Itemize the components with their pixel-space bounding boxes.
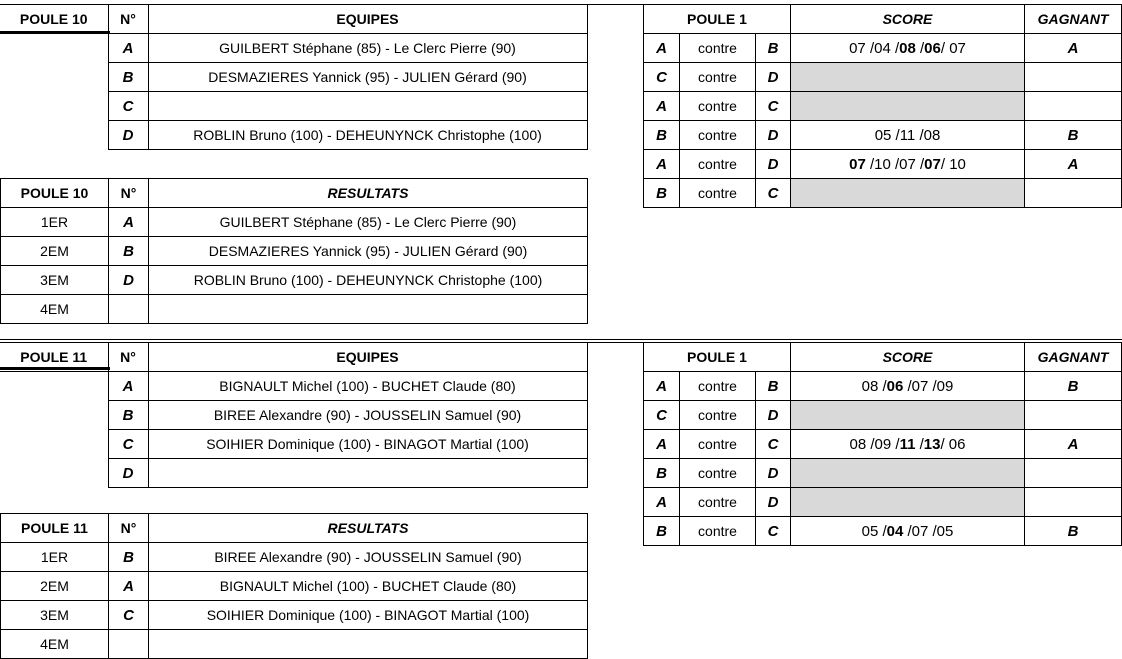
match-vs: contre	[680, 517, 756, 546]
match-row	[644, 459, 1122, 488]
pool-10-results-table	[0, 178, 588, 324]
pool-11-results-table	[0, 513, 588, 659]
score-part: 06	[924, 39, 941, 57]
score-part: /07 /05	[903, 522, 954, 540]
match-winner	[1025, 63, 1122, 92]
team-name	[148, 92, 587, 121]
match-team-b: D	[756, 488, 791, 517]
match-winner: B	[1025, 517, 1122, 546]
pool-label: POULE 10	[1, 179, 109, 208]
team-row	[0, 459, 587, 488]
match-team-a: B	[644, 121, 680, 150]
matches-header: POULE 1	[644, 343, 791, 372]
team-letter: A	[109, 572, 149, 601]
rank: 3EM	[1, 601, 109, 630]
pool-label: POULE 11	[1, 514, 109, 543]
team-letter: D	[108, 459, 148, 488]
match-vs: contre	[680, 34, 756, 63]
team-row	[0, 34, 587, 63]
pool-10-matches-table	[643, 4, 1122, 208]
match-team-a: B	[644, 179, 680, 208]
score-part: 11	[899, 435, 916, 453]
number-header: N°	[109, 514, 149, 543]
match-score	[791, 372, 1025, 401]
match-score	[791, 517, 1025, 546]
team-name	[149, 630, 588, 659]
match-row	[644, 179, 1122, 208]
match-team-a: A	[644, 488, 680, 517]
team-letter: A	[108, 372, 148, 401]
team-name: DESMAZIERES Yannick (95) - JULIEN Gérard (90)	[149, 237, 588, 266]
rank: 2EM	[1, 572, 109, 601]
score-header: SCORE	[791, 343, 1025, 372]
team-name: BIGNAULT Michel (100) - BUCHET Claude (80)	[149, 572, 588, 601]
match-team-a: A	[644, 372, 680, 401]
team-name	[148, 459, 587, 488]
match-row	[644, 372, 1122, 401]
match-score	[791, 34, 1025, 63]
match-winner: A	[1025, 430, 1122, 459]
match-team-b: D	[756, 63, 791, 92]
result-row	[1, 295, 588, 324]
result-row	[1, 601, 588, 630]
score-part: 07	[849, 155, 866, 173]
team-name: ROBLIN Bruno (100) - DEHEUNYNCK Christophe (100)	[149, 266, 588, 295]
result-row	[1, 572, 588, 601]
pool-11-matches-table	[643, 342, 1122, 546]
match-score	[791, 92, 1025, 121]
match-winner: A	[1025, 34, 1122, 63]
score-part: /10 /07 /	[865, 155, 925, 173]
number-header: N°	[108, 343, 148, 372]
team-name: GUILBERT Stéphane (85) - Le Clerc Pierre (90)	[148, 34, 587, 63]
team-letter: C	[108, 430, 148, 459]
match-winner	[1025, 488, 1122, 517]
team-letter: B	[109, 543, 149, 572]
match-row	[644, 401, 1122, 430]
match-team-b: C	[756, 92, 791, 121]
match-score	[791, 63, 1025, 92]
match-score	[791, 121, 1025, 150]
match-score	[791, 488, 1025, 517]
rank: 4EM	[1, 295, 109, 324]
team-letter	[109, 630, 149, 659]
team-name: GUILBERT Stéphane (85) - Le Clerc Pierre (90)	[149, 208, 588, 237]
match-vs: contre	[680, 63, 756, 92]
team-name: ROBLIN Bruno (100) - DEHEUNYNCK Christophe (100)	[148, 121, 587, 150]
match-vs: contre	[680, 459, 756, 488]
team-letter: D	[108, 121, 148, 150]
score-part: 05 /	[861, 522, 887, 540]
score-part: /	[915, 435, 924, 453]
match-score	[791, 179, 1025, 208]
score-part: 08 /	[861, 377, 887, 395]
team-letter: B	[108, 401, 148, 430]
match-team-a: C	[644, 63, 680, 92]
rank: 3EM	[1, 266, 109, 295]
match-score	[791, 401, 1025, 430]
match-team-a: A	[644, 34, 680, 63]
team-row	[0, 430, 587, 459]
score-part: 13	[923, 435, 941, 453]
number-header: N°	[109, 179, 149, 208]
result-row	[1, 237, 588, 266]
match-winner	[1025, 179, 1122, 208]
match-team-b: C	[756, 517, 791, 546]
match-row	[644, 150, 1122, 179]
teams-header: EQUIPES	[148, 5, 587, 34]
team-letter: D	[109, 266, 149, 295]
winner-header: GAGNANT	[1025, 343, 1122, 372]
score-part: / 06	[940, 435, 966, 453]
team-name: BIREE Alexandre (90) - JOUSSELIN Samuel (90)	[148, 401, 587, 430]
team-letter: C	[108, 92, 148, 121]
match-score	[791, 430, 1025, 459]
match-row	[644, 34, 1122, 63]
match-vs: contre	[680, 372, 756, 401]
match-team-b: D	[756, 121, 791, 150]
score-part: 08 /09 /	[849, 435, 900, 453]
team-row	[0, 372, 587, 401]
match-score	[791, 459, 1025, 488]
pool-label: POULE 11	[0, 343, 108, 372]
match-vs: contre	[680, 430, 756, 459]
score-part: 05 /11 /08	[874, 126, 941, 144]
match-vs: contre	[680, 121, 756, 150]
match-row	[644, 430, 1122, 459]
score-part: / 10	[940, 155, 966, 173]
team-row	[0, 121, 587, 150]
team-row	[0, 92, 587, 121]
number-header: N°	[108, 5, 148, 34]
score-part: /07 /09	[903, 377, 954, 395]
winner-header: GAGNANT	[1025, 5, 1122, 34]
match-winner	[1025, 401, 1122, 430]
match-team-a: C	[644, 401, 680, 430]
pool-11-teams-table	[0, 342, 588, 488]
match-score	[791, 150, 1025, 179]
team-name: BIREE Alexandre (90) - JOUSSELIN Samuel (90)	[149, 543, 588, 572]
match-row	[644, 92, 1122, 121]
match-team-a: A	[644, 150, 680, 179]
teams-header: EQUIPES	[148, 343, 587, 372]
team-name: SOIHIER Dominique (100) - BINAGOT Martial (100)	[149, 601, 588, 630]
match-team-b: B	[756, 34, 791, 63]
score-part: 08	[899, 39, 916, 57]
match-vs: contre	[680, 401, 756, 430]
score-part: /	[915, 39, 925, 57]
match-winner	[1025, 459, 1122, 488]
match-team-a: B	[644, 517, 680, 546]
team-letter: B	[108, 63, 148, 92]
result-row	[1, 630, 588, 659]
section-top-rule	[0, 339, 1122, 340]
match-row	[644, 121, 1122, 150]
team-row	[0, 401, 587, 430]
match-row	[644, 488, 1122, 517]
pool-label: POULE 10	[0, 5, 108, 34]
match-row	[644, 517, 1122, 546]
match-vs: contre	[680, 488, 756, 517]
result-row	[1, 266, 588, 295]
score-part: 04	[886, 522, 904, 540]
team-name	[149, 295, 588, 324]
team-letter	[109, 295, 149, 324]
rank: 1ER	[1, 208, 109, 237]
match-team-b: D	[756, 401, 791, 430]
team-letter: C	[109, 601, 149, 630]
pool-10-teams-table	[0, 4, 588, 150]
match-row	[644, 63, 1122, 92]
match-winner	[1025, 92, 1122, 121]
team-letter: A	[108, 34, 148, 63]
match-vs: contre	[680, 92, 756, 121]
rank: 1ER	[1, 543, 109, 572]
match-team-b: C	[756, 179, 791, 208]
score-part: 07 /04 /	[849, 39, 900, 57]
team-name: BIGNAULT Michel (100) - BUCHET Claude (80)	[148, 372, 587, 401]
score-header: SCORE	[791, 5, 1025, 34]
match-vs: contre	[680, 150, 756, 179]
match-winner: A	[1025, 150, 1122, 179]
rank: 4EM	[1, 630, 109, 659]
match-winner: B	[1025, 372, 1122, 401]
match-team-b: D	[756, 459, 791, 488]
score-part: 07	[924, 155, 941, 173]
results-header: RESULTATS	[149, 179, 588, 208]
match-vs: contre	[680, 179, 756, 208]
matches-header: POULE 1	[644, 5, 791, 34]
result-row	[1, 543, 588, 572]
team-name: SOIHIER Dominique (100) - BINAGOT Martial (100)	[148, 430, 587, 459]
score-part: / 07	[940, 39, 966, 57]
team-row	[0, 63, 587, 92]
match-team-a: A	[644, 430, 680, 459]
match-winner: B	[1025, 121, 1122, 150]
rank: 2EM	[1, 237, 109, 266]
match-team-a: A	[644, 92, 680, 121]
match-team-a: B	[644, 459, 680, 488]
team-letter: B	[109, 237, 149, 266]
match-team-b: C	[756, 430, 791, 459]
match-team-b: D	[756, 150, 791, 179]
team-letter: A	[109, 208, 149, 237]
results-header: RESULTATS	[149, 514, 588, 543]
match-team-b: B	[756, 372, 791, 401]
result-row	[1, 208, 588, 237]
team-name: DESMAZIERES Yannick (95) - JULIEN Gérard (90)	[148, 63, 587, 92]
score-part: 06	[886, 377, 904, 395]
